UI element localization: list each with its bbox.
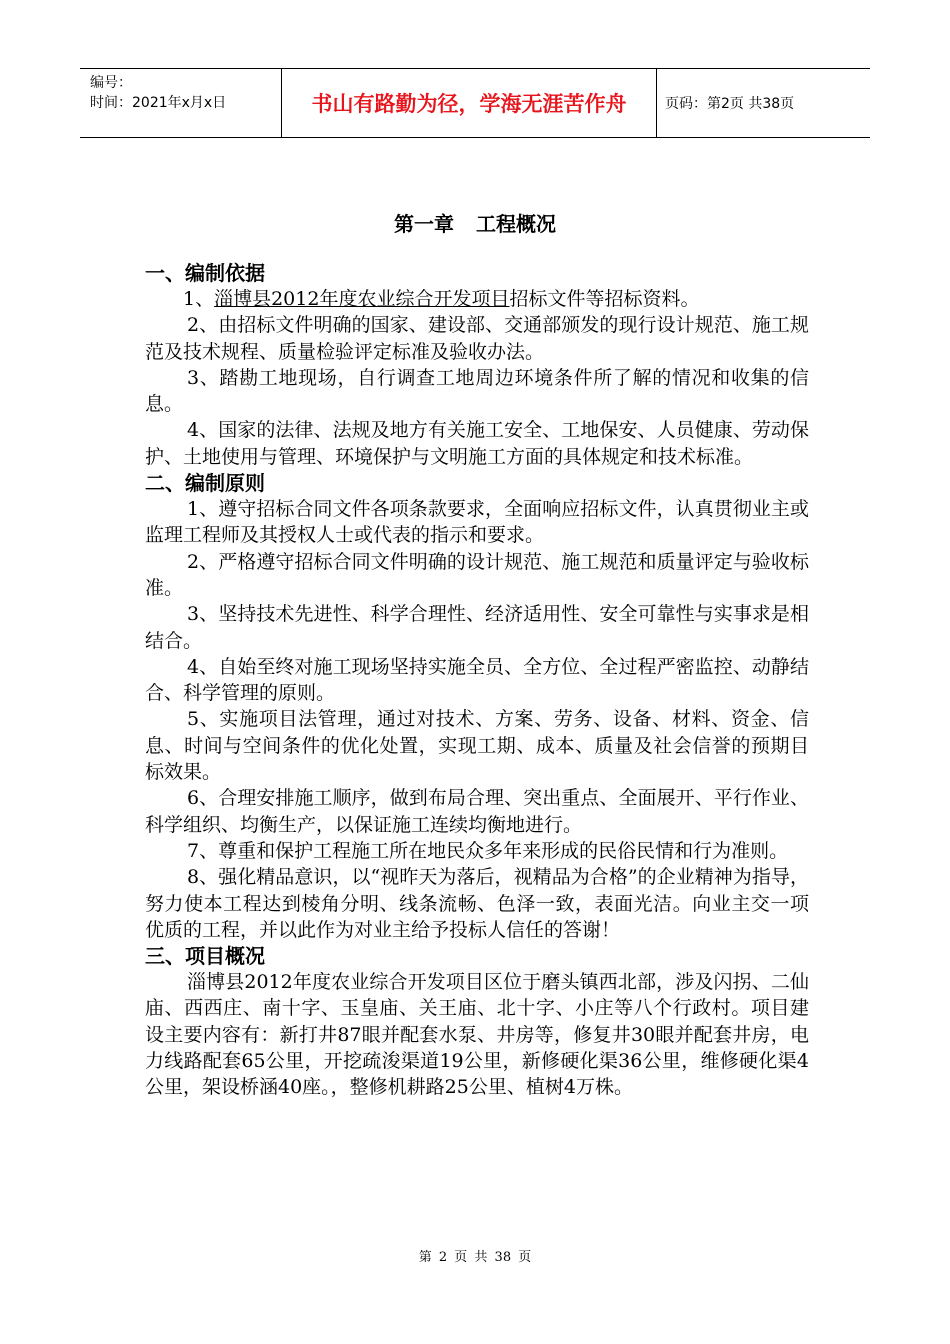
chapter-number: 第一章 — [394, 212, 454, 236]
paragraph: 2、严格遵守招标合同文件明确的设计规范、施工规范和质量评定与验收标准。 — [145, 550, 809, 599]
header-page-info: 页码：第2页 共38页 — [665, 96, 795, 112]
document-number-label: 编号： — [90, 75, 132, 91]
project-name-underlined: 淄博县2012年度农业综合开发项目 — [214, 288, 510, 310]
header-meta — [80, 69, 281, 137]
chapter-title — [0, 208, 950, 237]
paragraph-prefix: 1、 — [183, 288, 215, 310]
section-heading: 一、编制依据 — [145, 261, 265, 285]
document-time-label: 时间：2021年x月x日 — [90, 95, 227, 111]
section-heading: 二、编制原则 — [145, 471, 265, 496]
document-body — [145, 260, 809, 1101]
paragraph: 3、坚持技术先进性、科学合理性、经济适用性、安全可靠性与实事求是相结合。 — [145, 603, 809, 652]
paragraph: 6、合理安排施工顺序，做到布局合理、突出重点、全面展开、平行作业、科学组织、均衡生产，以保证施工连续均衡地进行。 — [145, 787, 809, 836]
page-footer: 第 2 页 共 38 页 — [418, 1250, 532, 1265]
chapter-name: 工程概况 — [476, 212, 556, 236]
page-header — [80, 68, 870, 138]
paragraph: 4、国家的法律、法规及地方有关施工安全、工地保安、人员健康、劳动保护、土地使用与管理、环境保护与文明施工方面的具体规定和技术标准。 — [145, 419, 809, 468]
paragraph — [145, 286, 809, 312]
paragraph: 1、遵守招标合同文件各项条款要求，全面响应招标文件，认真贯彻业主或监理工程师及其授权人士或代表的指示和要求。 — [145, 498, 809, 547]
paragraph-rest: 招标文件等招标资料。 — [509, 288, 700, 310]
paragraph: 8、强化精品意识，以“视昨天为落后，视精品为合格”的企业精神为指导，努力使本工程达到棱角分明、线条流畅、色泽一致，表面光洁。向业主交一项优质的工程，并以此作为对业主给予投标人信任的答谢！ — [145, 866, 809, 941]
paragraph: 5、实施项目法管理，通过对技术、方案、劳务、设备、材料、资金、信息、时间与空间条件的优化处置，实现工期、成本、质量及社会信誉的预期目标效果。 — [145, 708, 809, 784]
paragraph: 2、由招标文件明确的国家、建设部、交通部颁发的现行设计规范、施工规范及技术规程、质量检验评定标准及验收办法。 — [145, 314, 809, 363]
paragraph: 淄博县2012年度农业综合开发项目区位于磨头镇西北部，涉及闪拐、二仙庙、西西庄、南十字、玉皇庙、关王庙、北十字、小庄等八个行政村。项目建设主要内容有：新打井87眼并配套水泵、井房等，修复井30眼并配套井房，电力线路配套65公里，开挖疏浚渠道19公里，新修硬化渠36公里，维修硬化渠4公里，架设桥涵40座。，整修机耕路25公里、植树4万株。 — [145, 971, 809, 1099]
section-heading: 三、项目概况 — [145, 944, 265, 969]
paragraph: 4、自始至终对施工现场坚持实施全员、全方位、全过程严密监控、动静结合、科学管理的原则。 — [145, 655, 809, 705]
paragraph: 7、尊重和保护工程施工所在地民众多年来形成的民俗民情和行为准则。 — [187, 839, 789, 862]
header-motto: 书山有路勤为径，学海无涯苦作舟 — [281, 69, 657, 137]
paragraph: 3、踏勘工地现场，自行调查工地周边环境条件所了解的情况和收集的信息。 — [145, 366, 809, 416]
